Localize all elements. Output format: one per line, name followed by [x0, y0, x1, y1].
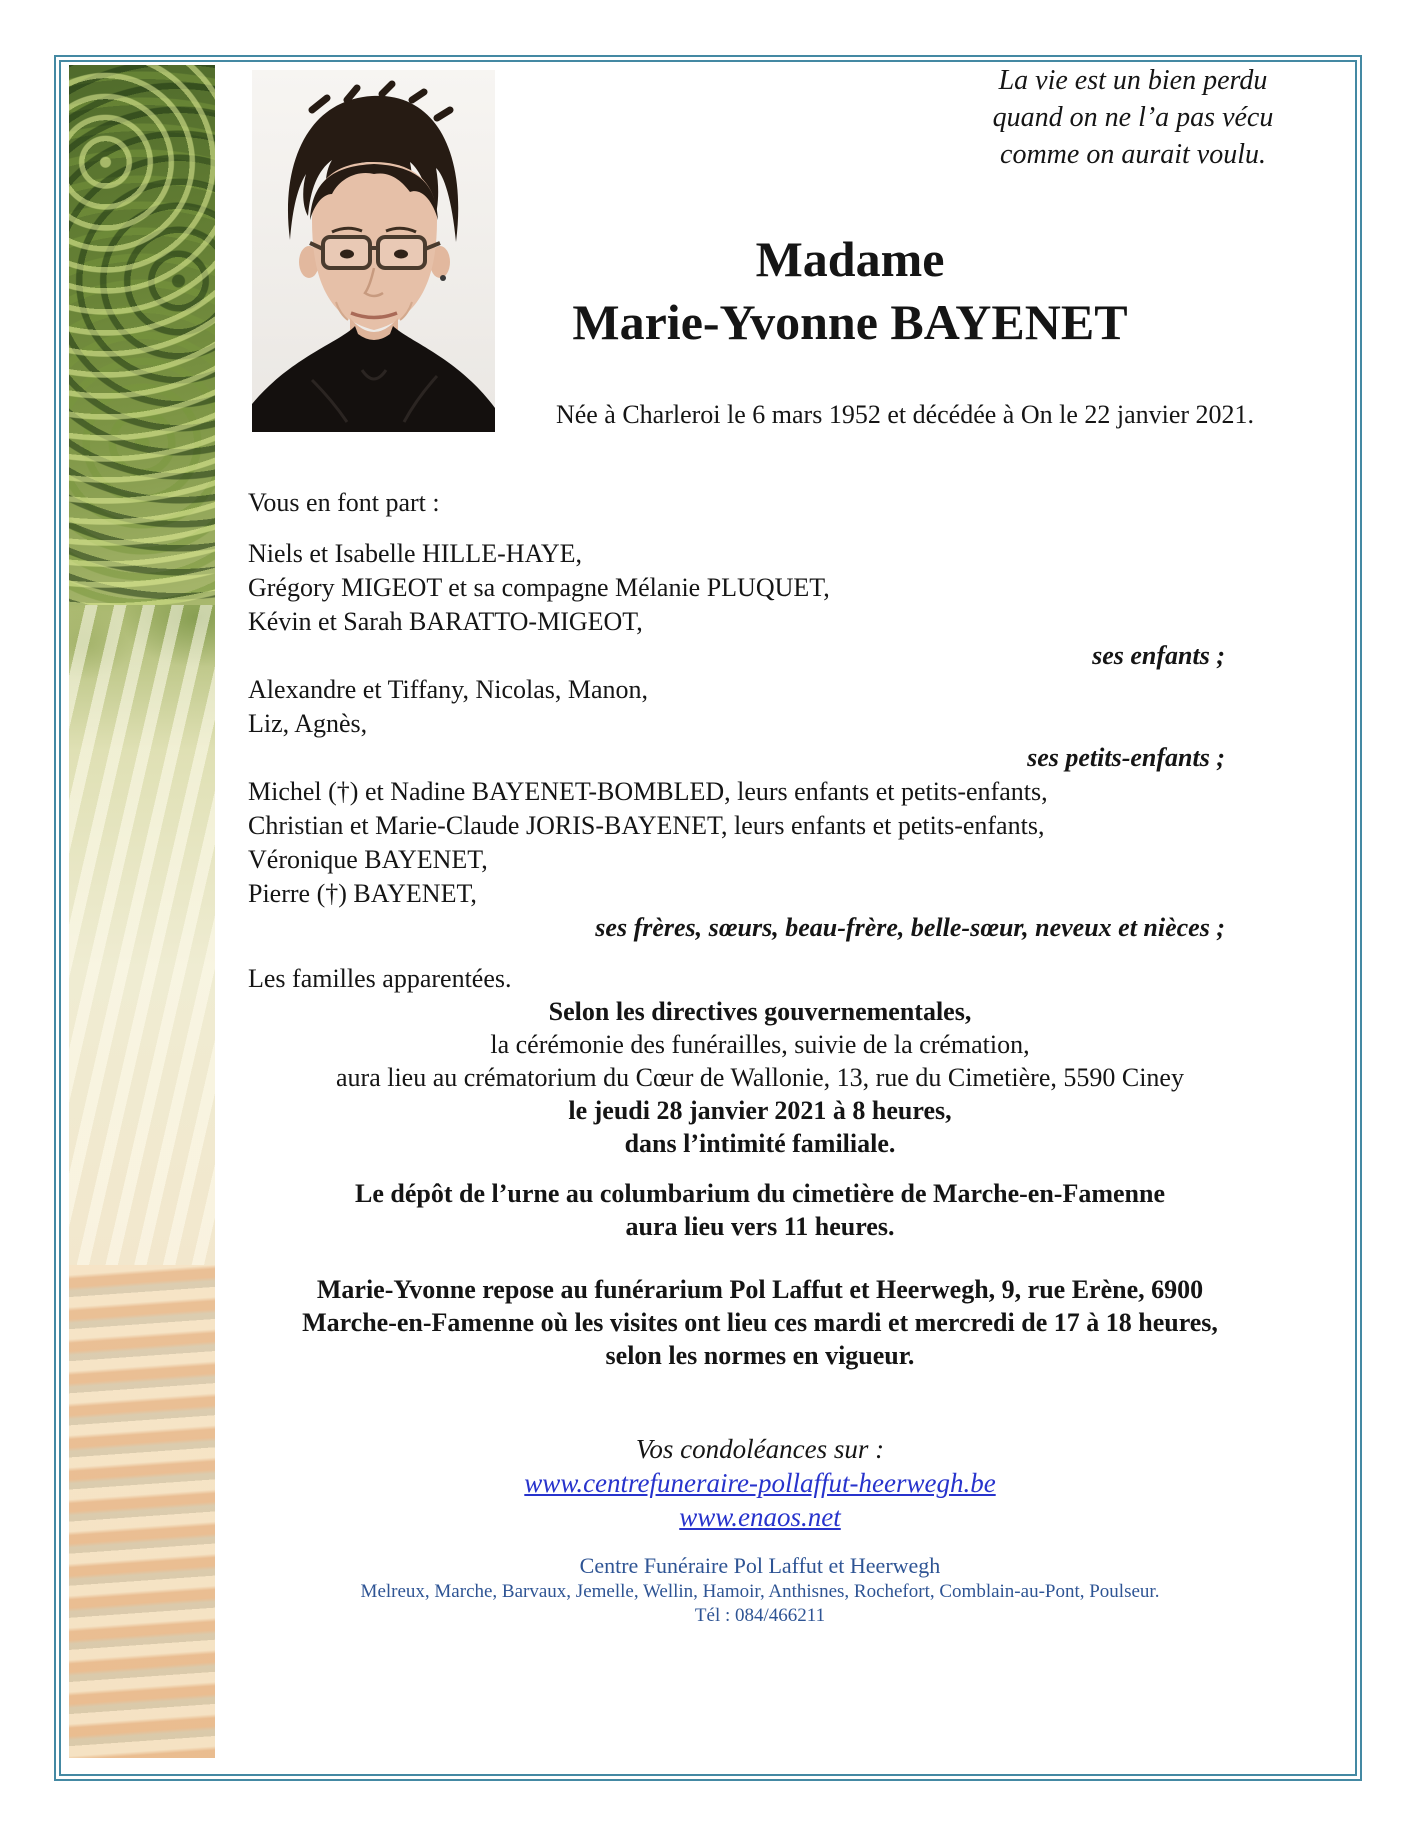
- announcement-intro: Vous en font part :: [248, 488, 440, 517]
- children-label: ses enfants ;: [1092, 641, 1225, 670]
- ceremony-line-3: aura lieu au crématorium du Cœur de Wallonie, 13, rue du Cimetière, 5590 Ciney: [336, 1063, 1184, 1092]
- spacer: [248, 520, 1225, 537]
- family-announcement: [248, 486, 1225, 996]
- ceremony-line-1: Selon les directives gouvernementales,: [548, 997, 972, 1026]
- sibling-line: Pierre (†) BAYENET,: [248, 879, 477, 908]
- memorial-quote: [933, 62, 1333, 173]
- funeral-home-locations: Melreux, Marche, Barvaux, Jemelle, Wellin, Hamoir, Anthisnes, Rochefort, Comblain-au-Pont, Poulseur.: [360, 1581, 1160, 1602]
- forest-sunbeams-middle: [69, 605, 215, 1265]
- child-line: Grégory MIGEOT et sa compagne Mélanie PLUQUET,: [248, 573, 830, 602]
- ceremony-line-2: la cérémonie des funérailles, suivie de la crémation,: [490, 1030, 1030, 1059]
- deceased-title: [520, 228, 1180, 354]
- grandchild-line: Liz, Agnès,: [248, 709, 368, 738]
- funeral-home-phone: Tél : 084/466211: [694, 1605, 826, 1626]
- condolences-section: [250, 1432, 1270, 1534]
- forest-foliage-top: [69, 65, 215, 605]
- condolences-label: Vos condoléances sur :: [635, 1434, 885, 1464]
- forest-path-image: [69, 65, 215, 1758]
- urn-details: [250, 1177, 1270, 1243]
- ceremony-details: [250, 995, 1270, 1160]
- quote-line-3: comme on aurait voulu.: [1000, 139, 1266, 170]
- visitation-line-1: Marie-Yvonne repose au funérarium Pol Laffut et Heerwegh, 9, rue Erène, 6900: [316, 1275, 1204, 1304]
- deceased-name: Marie-Yvonne BAYENET: [572, 294, 1128, 350]
- funeral-home-footer: [250, 1552, 1270, 1628]
- portrait-photo: [252, 70, 495, 432]
- grandchildren-label: ses petits-enfants ;: [1027, 743, 1225, 772]
- portrait-illustration: [252, 70, 495, 432]
- funeral-home-name: Centre Funéraire Pol Laffut et Heerwegh: [579, 1553, 941, 1578]
- ceremony-line-4: le jeudi 28 janvier 2021 à 8 heures,: [568, 1096, 952, 1125]
- sibling-line: Michel (†) et Nadine BAYENET-BOMBLED, leurs enfants et petits-enfants,: [248, 777, 1048, 806]
- quote-line-2: quand on ne l’a pas vécu: [992, 102, 1274, 133]
- condolences-link-enaos[interactable]: www.enaos.net: [679, 1502, 841, 1532]
- condolences-link-funeral-home[interactable]: www.centrefuneraire-pollaffut-heerwegh.be: [524, 1468, 996, 1498]
- quote-line-1: La vie est un bien perdu: [998, 65, 1268, 96]
- child-line: Kévin et Sarah BARATTO-MIGEOT,: [248, 607, 643, 636]
- visitation-line-2: Marche-en-Famenne où les visites ont lieu ces mardi et mercredi de 17 à 18 heures,: [302, 1308, 1218, 1337]
- sibling-line: Véronique BAYENET,: [248, 845, 488, 874]
- ceremony-line-5: dans l’intimité familiale.: [624, 1129, 896, 1158]
- sibling-line: Christian et Marie-Claude JORIS-BAYENET, leurs enfants et petits-enfants,: [248, 811, 1045, 840]
- forest-sandy-path-bottom: [69, 1265, 215, 1758]
- visitation-details: [250, 1273, 1270, 1372]
- related-families-line: Les familles apparentées.: [248, 964, 512, 993]
- deceased-title-prefix: Madame: [755, 231, 945, 287]
- child-line: Niels et Isabelle HILLE-HAYE,: [248, 539, 583, 568]
- urn-line-2: aura lieu vers 11 heures.: [625, 1212, 895, 1241]
- visitation-line-3: selon les normes en vigueur.: [605, 1341, 915, 1370]
- spacer: [248, 945, 1225, 962]
- grandchild-line: Alexandre et Tiffany, Nicolas, Manon,: [248, 675, 649, 704]
- urn-line-1: Le dépôt de l’urne au columbarium du cimetière de Marche-en-Famenne: [355, 1179, 1165, 1208]
- birth-death-line: Née à Charleroi le 6 mars 1952 et décédée à On le 22 janvier 2021.: [555, 400, 1255, 429]
- siblings-label: ses frères, sœurs, beau-frère, belle-sœur, neveux et nièces ;: [595, 913, 1225, 942]
